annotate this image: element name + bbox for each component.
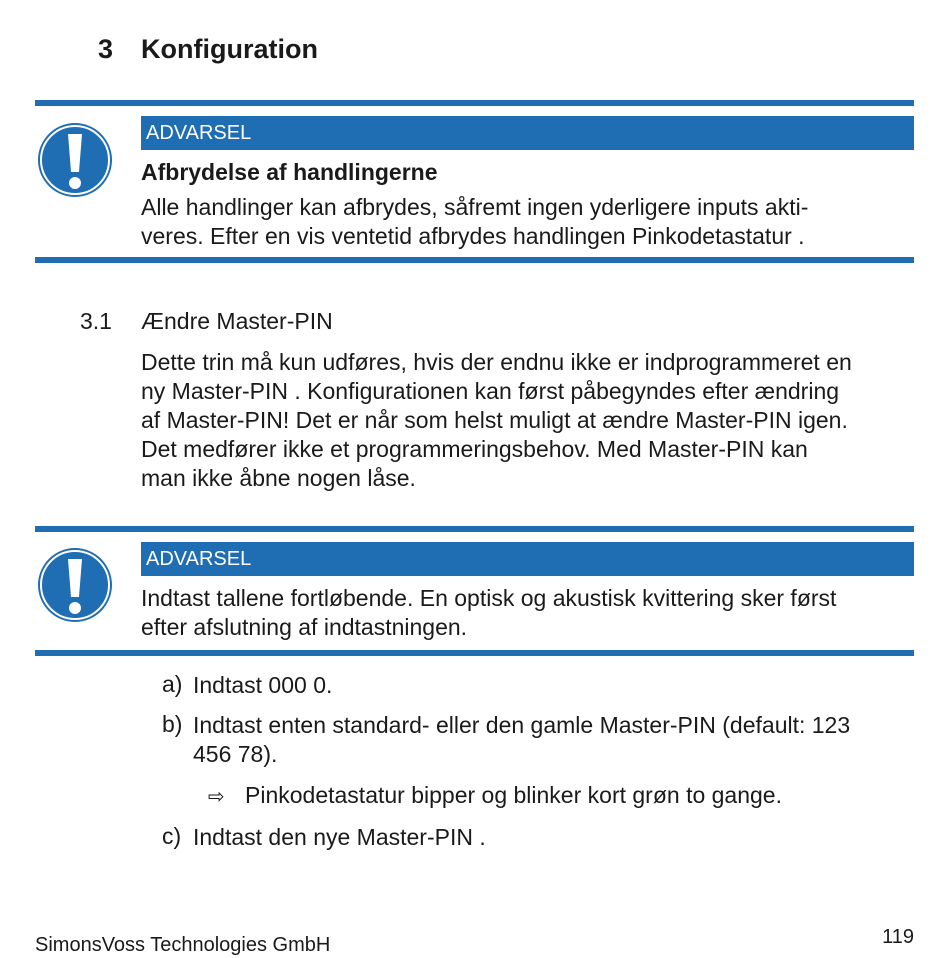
warning-label: ADVARSEL [141,542,914,576]
intro-line: Dette trin må kun udføres, hvis der endnu ikke er indprogrammeret en [141,349,852,375]
warning-bottom-rule [35,650,914,656]
warning-text [141,584,916,642]
warning-heading: Afbrydelse af handlingerne [141,159,438,185]
footer-company: SimonsVoss Technologies GmbH [35,934,331,956]
intro-line: ny Master-PIN . Konfigurationen kan først påbegyndes efter ændring [141,378,840,404]
warning-text [141,193,916,251]
intro-paragraph [141,348,916,493]
warning-top-rule [35,100,914,106]
step-text [193,823,916,852]
warning-text-line: Indtast tallene fortløbende. En optisk og akustisk kvittering sker først [141,585,837,611]
step-label: c) [162,823,182,849]
intro-line: Det medfører ikke et programmeringsbehov. Med Master-PIN kan [141,436,808,462]
warning-bottom-rule [35,257,914,263]
chapter-title: Konfiguration [141,34,318,64]
step-label: a) [162,671,183,697]
intro-line: man ikke åbne nogen låse. [141,465,416,491]
step-label: b) [162,711,183,737]
warning-text-line: efter afslutning af indtastningen. [141,614,468,640]
step-text [193,671,916,700]
chapter-number: 3 [98,34,114,64]
step-line: Indtast enten standard- eller den gamle Master-PIN (default: 123 [193,712,851,738]
intro-line: af Master-PIN! Det er når som helst muligt at ændre Master-PIN igen. [141,407,848,433]
section-number: 3.1 [80,308,112,334]
warning-text-line: veres. Efter en vis ventetid afbrydes handlingen Pinkodetastatur . [141,223,805,249]
step-line: Indtast 000 0. [193,672,333,698]
step-text [193,711,916,769]
step-line: Indtast den nye Master-PIN . [193,824,486,850]
warning-label: ADVARSEL [141,116,914,150]
warning-top-rule [35,526,914,532]
step-line: 456 78). [193,741,278,767]
page-number: 119 [882,926,914,948]
exclamation-icon [35,545,115,625]
exclamation-icon [35,120,115,200]
result-text: Pinkodetastatur bipper og blinker kort grøn to gange. [245,782,782,808]
result-arrow-icon: ⇨ [208,786,225,808]
section-title: Ændre Master-PIN [141,308,333,334]
warning-text-line: Alle handlinger kan afbrydes, såfremt ingen yderligere inputs akti- [141,194,809,220]
